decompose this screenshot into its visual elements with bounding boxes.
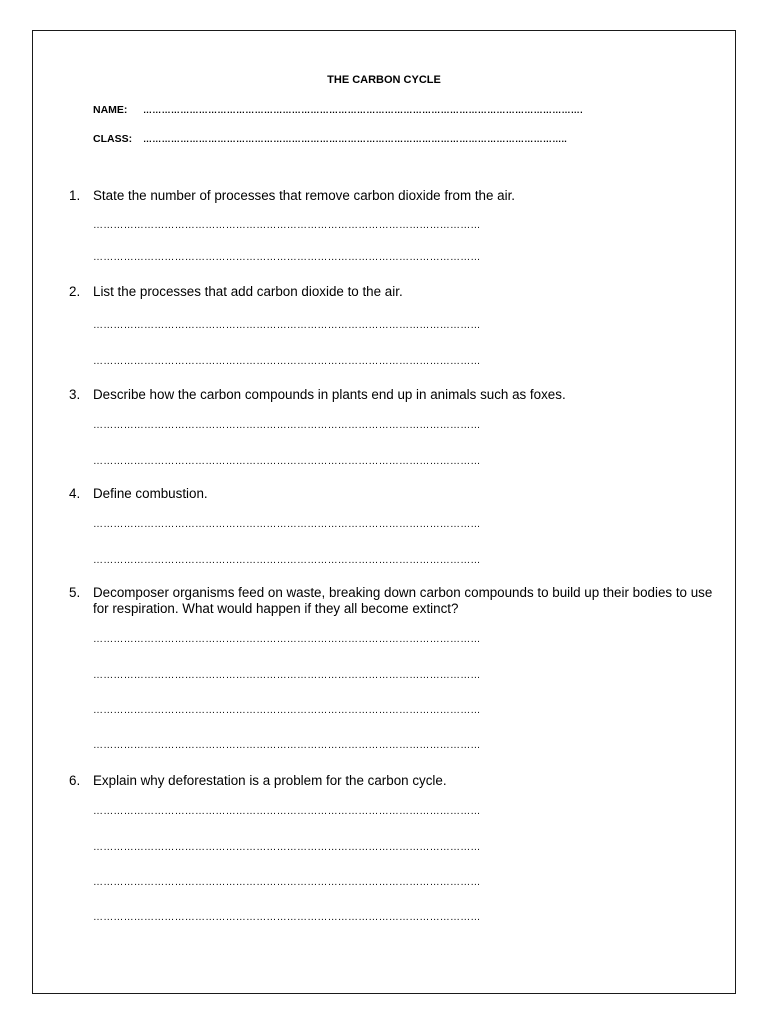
question-4 <box>69 486 719 502</box>
name-dots: ……………………………………………………………………………………………………………………………. <box>143 105 583 115</box>
answer-line: …………………………………………………………………………………………………… <box>93 420 481 431</box>
question-text: Explain why deforestation is a problem for the carbon cycle. <box>93 773 447 788</box>
class-dots: ……………………………………………………………………………………………………………………….. <box>143 134 568 144</box>
answer-line: …………………………………………………………………………………………………… <box>93 220 481 231</box>
question-2 <box>69 284 719 300</box>
answer-line: …………………………………………………………………………………………………… <box>93 634 481 645</box>
answer-line: …………………………………………………………………………………………………… <box>93 670 481 681</box>
question-text: State the number of processes that remove carbon dioxide from the air. <box>93 188 516 203</box>
question-number: 3. <box>69 387 81 402</box>
question-number: 4. <box>69 486 81 501</box>
question-6 <box>69 773 719 789</box>
question-text: Describe how the carbon compounds in plants end up in animals such as foxes. <box>93 387 566 402</box>
question-text: List the processes that add carbon dioxide to the air. <box>93 284 403 299</box>
name-field <box>93 104 583 116</box>
answer-line: …………………………………………………………………………………………………… <box>93 912 481 923</box>
class-label: CLASS: <box>93 133 133 145</box>
answer-line: …………………………………………………………………………………………………… <box>93 555 481 566</box>
answer-line: …………………………………………………………………………………………………… <box>93 356 481 367</box>
question-5 <box>69 585 719 617</box>
answer-line: …………………………………………………………………………………………………… <box>93 519 481 530</box>
answer-line: …………………………………………………………………………………………………… <box>93 740 481 751</box>
worksheet-title: THE CARBON CYCLE <box>327 74 441 86</box>
answer-line: …………………………………………………………………………………………………… <box>93 456 481 467</box>
question-3 <box>69 387 719 403</box>
question-number: 5. <box>69 585 81 600</box>
question-number: 1. <box>69 188 81 203</box>
question-1 <box>69 188 719 204</box>
question-number: 2. <box>69 284 81 299</box>
question-text: Decomposer organisms feed on waste, breaking down carbon compounds to build up their bodies to use for respiration. What would happen if they all become extinct? <box>93 585 713 616</box>
name-label: NAME: <box>93 104 128 116</box>
question-number: 6. <box>69 773 81 788</box>
answer-line: …………………………………………………………………………………………………… <box>93 806 481 817</box>
answer-line: …………………………………………………………………………………………………… <box>93 877 481 888</box>
question-text: Define combustion. <box>93 486 208 501</box>
answer-line: …………………………………………………………………………………………………… <box>93 842 481 853</box>
answer-line: …………………………………………………………………………………………………… <box>93 252 481 263</box>
answer-line: …………………………………………………………………………………………………… <box>93 705 481 716</box>
class-field <box>93 133 567 145</box>
answer-line: …………………………………………………………………………………………………… <box>93 320 481 331</box>
